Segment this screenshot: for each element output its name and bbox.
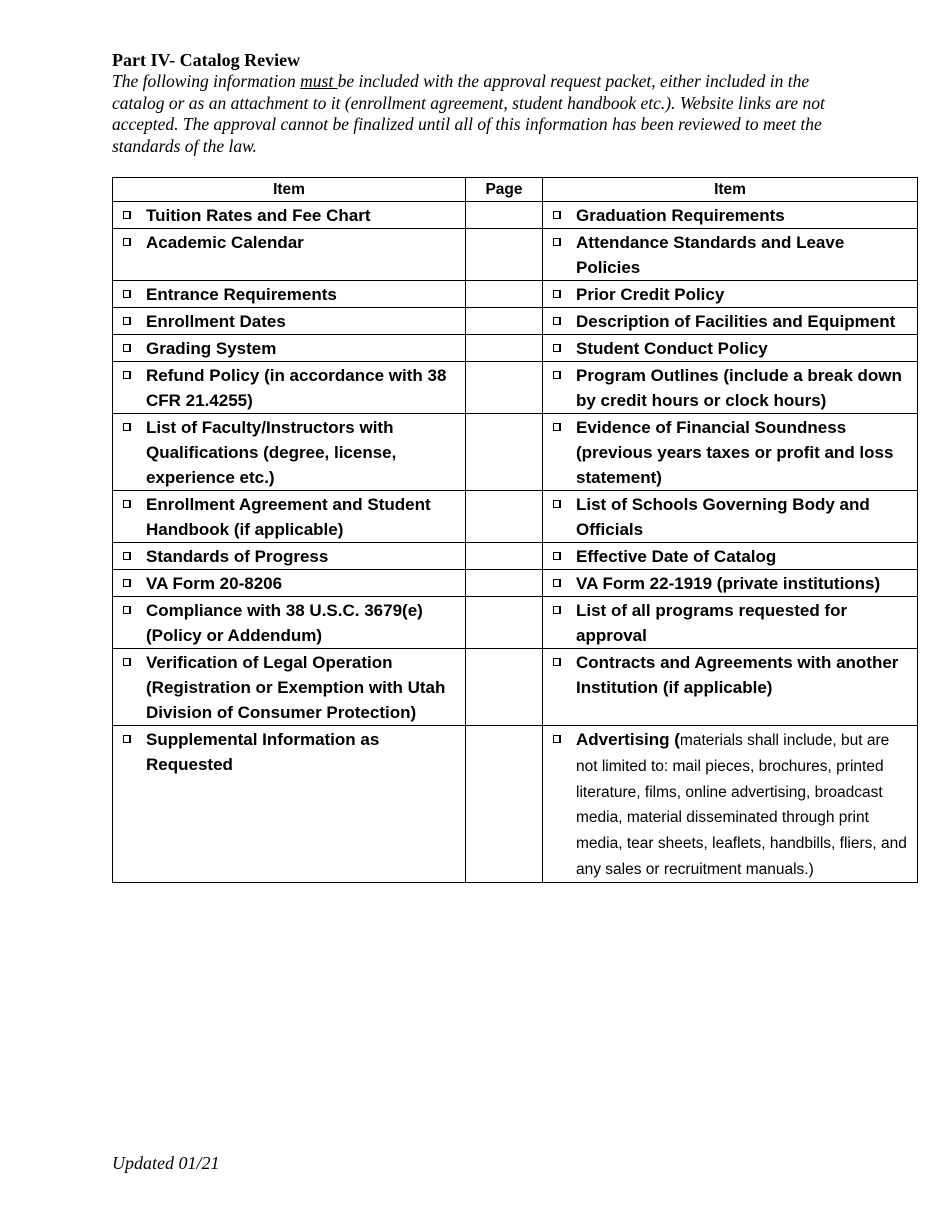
right-item-cell	[543, 335, 918, 362]
left-item-label: Grading System	[146, 339, 277, 358]
right-item-label: List of all programs requested for approval	[576, 601, 848, 645]
table-row	[113, 202, 918, 229]
table-row	[113, 335, 918, 362]
left-item-cell	[113, 543, 466, 570]
checkbox-icon[interactable]	[123, 211, 131, 219]
checkbox-icon[interactable]	[553, 658, 561, 666]
right-item-cell	[543, 726, 918, 883]
left-item-label: Refund Policy (in accordance with 38 CFR 21.4255)	[146, 366, 447, 410]
checkbox-icon[interactable]	[553, 552, 561, 560]
page-cell[interactable]	[466, 543, 543, 570]
left-item-label: VA Form 20-8206	[146, 574, 283, 593]
page-cell[interactable]	[466, 202, 543, 229]
checkbox-icon[interactable]	[553, 606, 561, 614]
page-cell[interactable]	[466, 491, 543, 543]
left-item-label: Verification of Legal Operation (Registration or Exemption with Utah Division of Consumer Protection)	[146, 653, 446, 722]
page-cell[interactable]	[466, 414, 543, 491]
checkbox-icon[interactable]	[553, 735, 561, 743]
left-item-label: Academic Calendar	[146, 233, 304, 252]
right-item-label: Effective Date of Catalog	[576, 547, 777, 566]
advertising-label: Advertising (	[576, 730, 680, 749]
intro-paragraph	[112, 71, 832, 157]
checkbox-icon[interactable]	[553, 579, 561, 587]
checkbox-icon[interactable]	[123, 423, 131, 431]
table-row	[113, 308, 918, 335]
page-heading: Part IV- Catalog Review	[112, 50, 301, 70]
checkbox-icon[interactable]	[553, 371, 561, 379]
table-body-last	[113, 726, 918, 883]
checkbox-icon[interactable]	[123, 500, 131, 508]
page-cell[interactable]	[466, 229, 543, 281]
checkbox-icon[interactable]	[553, 423, 561, 431]
right-item-label: VA Form 22-1919 (private institutions)	[576, 574, 881, 593]
right-item-cell	[543, 543, 918, 570]
right-item-label: Attendance Standards and Leave Policies	[576, 233, 845, 277]
left-item-cell	[113, 281, 466, 308]
left-item-label: Compliance with 38 U.S.C. 3679(e) (Policy or Addendum)	[146, 601, 423, 645]
right-item-cell	[543, 229, 918, 281]
table-row	[113, 414, 918, 491]
intro-text-before: The following information	[112, 71, 301, 91]
checkbox-icon[interactable]	[553, 211, 561, 219]
checkbox-icon[interactable]	[123, 658, 131, 666]
left-item-label: Entrance Requirements	[146, 285, 337, 304]
column-header-item-left: Item	[113, 178, 466, 202]
intro-emphasis: must	[300, 71, 338, 91]
table-body	[113, 202, 918, 726]
page-cell[interactable]	[466, 597, 543, 649]
table-header-row	[113, 178, 918, 202]
updated-footer: Updated 01/21	[112, 1153, 220, 1173]
checkbox-icon[interactable]	[123, 290, 131, 298]
column-header-page: Page	[466, 178, 543, 202]
checkbox-icon[interactable]	[553, 317, 561, 325]
left-item-cell	[113, 570, 466, 597]
left-item-label: Tuition Rates and Fee Chart	[146, 206, 371, 225]
right-item-cell	[543, 491, 918, 543]
table-row	[113, 649, 918, 726]
checkbox-icon[interactable]	[123, 606, 131, 614]
left-item-cell	[113, 229, 466, 281]
table-row	[113, 726, 918, 883]
intro-text-after: be included with the approval request packet, either included in the catalog or as an attachment to it (enrollment agreement, student handbook etc.). Website links are not accepted. The approval cannot be finalized until all of this information has been reviewed to meet the standards of the law.	[112, 71, 825, 156]
right-item-label: Description of Facilities and Equipment	[576, 312, 896, 331]
page-cell[interactable]	[466, 362, 543, 414]
right-item-label: Program Outlines (include a break down by credit hours or clock hours)	[576, 366, 902, 410]
table-row	[113, 362, 918, 414]
checkbox-icon[interactable]	[553, 344, 561, 352]
catalog-review-table	[112, 177, 918, 883]
right-item-label: List of Schools Governing Body and Officials	[576, 495, 870, 539]
page-cell[interactable]	[466, 281, 543, 308]
left-item-cell	[113, 362, 466, 414]
left-item-label: Enrollment Dates	[146, 312, 286, 331]
right-item-cell	[543, 597, 918, 649]
advertising-detail: materials shall include, but are not limited to: mail pieces, brochures, printed literature, films, online advertising, broadcast media, material disseminated through print media, tear sheets, leaflets, handbills, fliers, and any sales or recruitment manuals.)	[576, 732, 907, 878]
right-item-cell	[543, 649, 918, 726]
right-item-label: Evidence of Financial Soundness (previous years taxes or profit and loss statement)	[576, 418, 894, 487]
table-row	[113, 543, 918, 570]
right-item-cell	[543, 362, 918, 414]
left-item-cell	[113, 726, 466, 883]
checkbox-icon[interactable]	[123, 238, 131, 246]
checkbox-icon[interactable]	[123, 344, 131, 352]
checkbox-icon[interactable]	[123, 735, 131, 743]
table-row	[113, 597, 918, 649]
checkbox-icon[interactable]	[553, 290, 561, 298]
right-item-label	[576, 727, 911, 882]
table-row	[113, 229, 918, 281]
table-row	[113, 570, 918, 597]
table-row	[113, 281, 918, 308]
checkbox-icon[interactable]	[553, 500, 561, 508]
right-item-cell	[543, 202, 918, 229]
checkbox-icon[interactable]	[123, 579, 131, 587]
column-header-item-right: Item	[543, 178, 918, 202]
checkbox-icon[interactable]	[553, 238, 561, 246]
page-cell[interactable]	[466, 649, 543, 726]
left-item-label: List of Faculty/Instructors with Qualifications (degree, license, experience etc.)	[146, 418, 397, 487]
right-item-cell	[543, 281, 918, 308]
checkbox-icon[interactable]	[123, 552, 131, 560]
page-cell[interactable]	[466, 335, 543, 362]
right-item-cell	[543, 414, 918, 491]
left-item-cell	[113, 308, 466, 335]
page-cell[interactable]	[466, 570, 543, 597]
left-item-cell	[113, 491, 466, 543]
right-item-label: Student Conduct Policy	[576, 339, 768, 358]
right-item-label: Prior Credit Policy	[576, 285, 725, 304]
page-cell[interactable]	[466, 308, 543, 335]
right-item-cell	[543, 308, 918, 335]
checkbox-icon[interactable]	[123, 371, 131, 379]
table-row	[113, 491, 918, 543]
page-cell[interactable]	[466, 726, 543, 883]
right-item-cell	[543, 570, 918, 597]
left-item-label: Supplemental Information as Requested	[146, 730, 380, 774]
left-item-cell	[113, 597, 466, 649]
left-item-label: Standards of Progress	[146, 547, 329, 566]
right-item-label: Graduation Requirements	[576, 206, 785, 225]
left-item-cell	[113, 414, 466, 491]
left-item-cell	[113, 202, 466, 229]
left-item-cell	[113, 649, 466, 726]
right-item-label: Contracts and Agreements with another Institution (if applicable)	[576, 653, 899, 697]
left-item-cell	[113, 335, 466, 362]
left-item-label: Enrollment Agreement and Student Handbook (if applicable)	[146, 495, 431, 539]
checkbox-icon[interactable]	[123, 317, 131, 325]
